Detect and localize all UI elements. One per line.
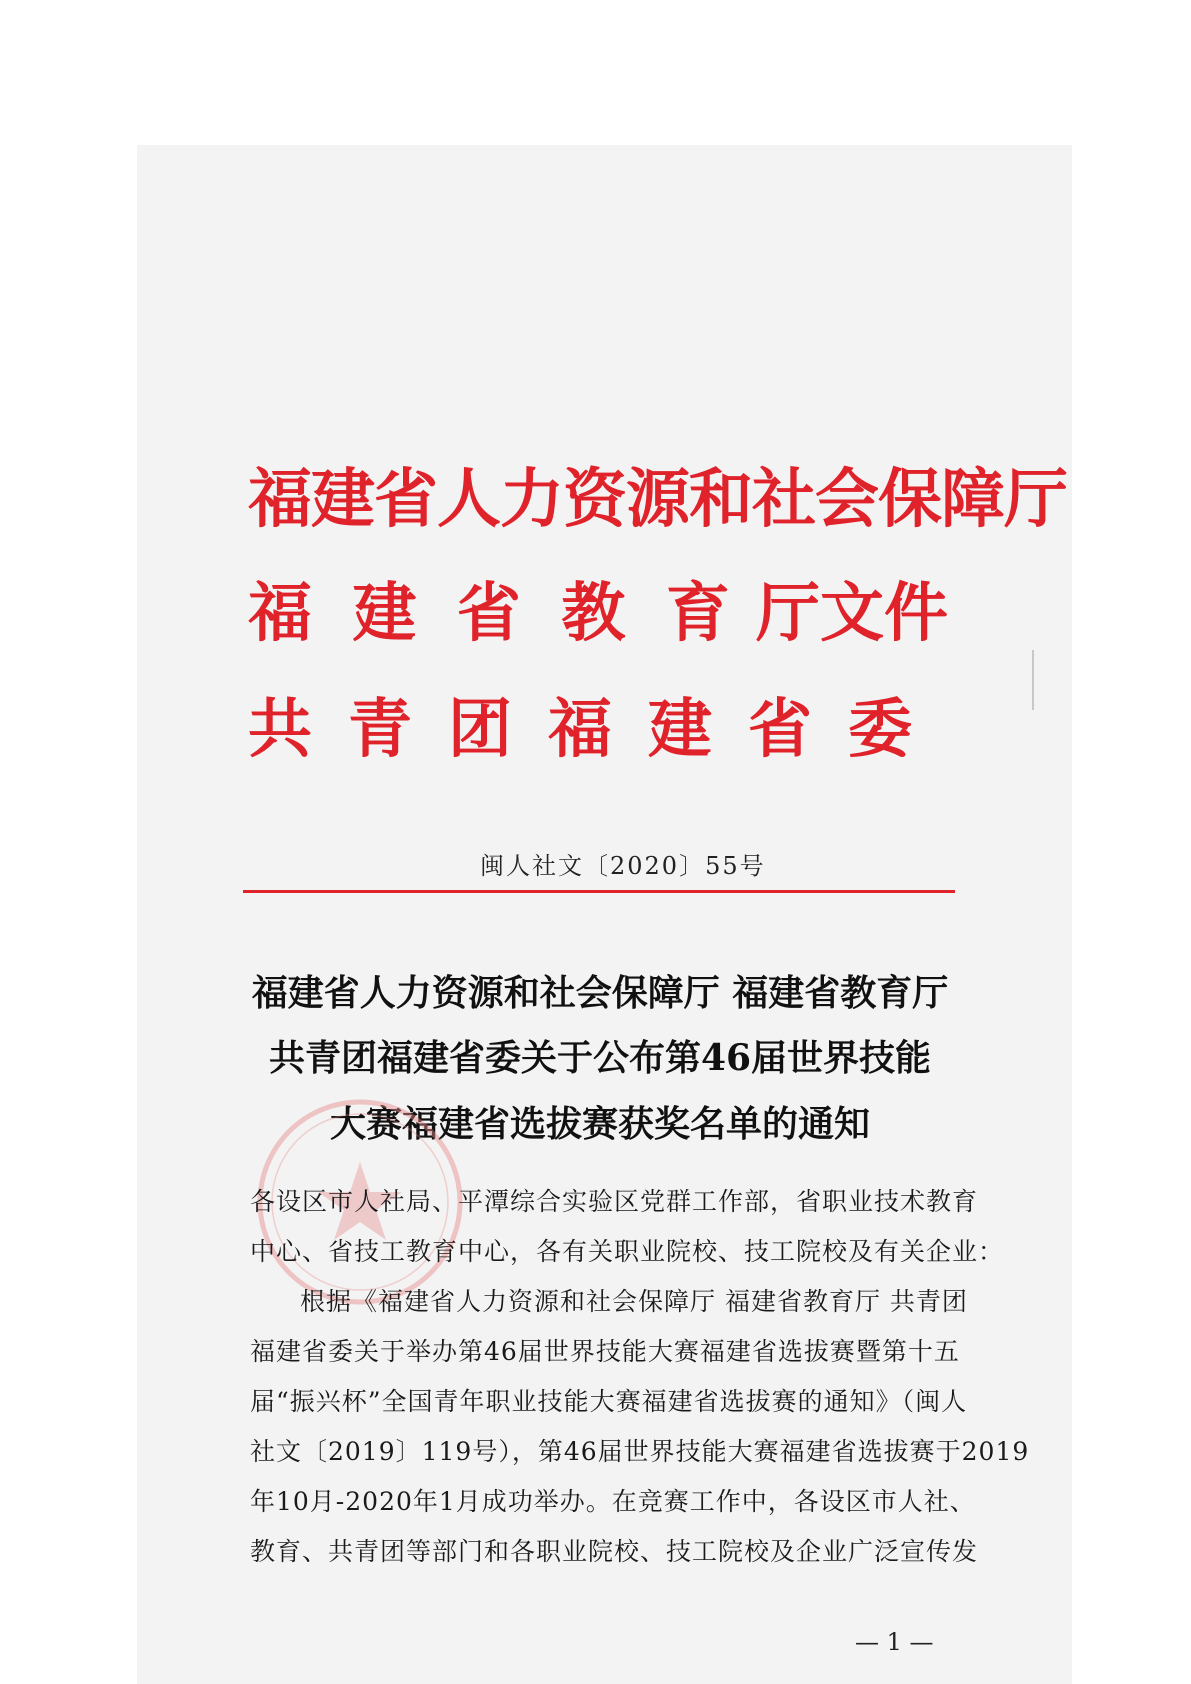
title-line-1: 福建省人力资源和社会保障厅 福建省教育厅 [251, 972, 949, 1014]
body-line: 根据《福建省人力资源和社会保障厅 福建省教育厅 共青团 [300, 1287, 968, 1316]
title-line-2: 共青团福建省委关于公布第46届世界技能 [268, 1037, 932, 1079]
body-line: 中心、省技工教育中心，各有关职业院校、技工院校及有关企业： [250, 1237, 1005, 1266]
scan-edge-mark [1032, 650, 1034, 710]
header-char: 青 [348, 692, 412, 767]
header-char: 教 [561, 576, 626, 651]
document-number: 闽人社文〔2020〕55号 [480, 852, 766, 880]
body-line: 教育、共青团等部门和各职业院校、技工院校及企业广泛宣传发 [250, 1537, 979, 1566]
header-char: 团 [448, 692, 512, 767]
header-char: 建 [352, 576, 417, 651]
header-char: 省 [748, 692, 812, 767]
header-char: 建 [648, 692, 712, 767]
header-char: 共 [248, 692, 312, 767]
header-char: 育 [665, 576, 730, 651]
header-char: 福 [248, 576, 312, 651]
header-line-3 [248, 692, 948, 767]
body-line: 社文〔2019〕119号），第46届世界技能大赛福建省选拔赛于2019 [250, 1437, 1030, 1466]
header-char: 委 [848, 692, 912, 767]
header-char: 福 [548, 692, 612, 767]
header-line-1: 福建省人力资源和社会保障厅 [248, 462, 1067, 537]
body-line: 福建省委关于举办第46届世界技能大赛福建省选拔赛暨第十五 [250, 1337, 960, 1366]
header-char: 厅文件 [756, 576, 949, 651]
header-line-2 [248, 576, 949, 651]
red-divider [243, 890, 955, 893]
body-line: 年10月-2020年1月成功举办。在竞赛工作中，各设区市人社、 [250, 1487, 976, 1516]
body-line: 届“振兴杯”全国青年职业技能大赛福建省选拔赛的通知》（闽人 [250, 1387, 968, 1416]
header-char: 省 [456, 576, 521, 651]
body-line: 各设区市人社局、平潭综合实验区党群工作部，省职业技术教育 [250, 1187, 979, 1216]
title-line-3: 大赛福建省选拔赛获奖名单的通知 [329, 1103, 870, 1145]
page-number: — 1 — [855, 1628, 934, 1656]
